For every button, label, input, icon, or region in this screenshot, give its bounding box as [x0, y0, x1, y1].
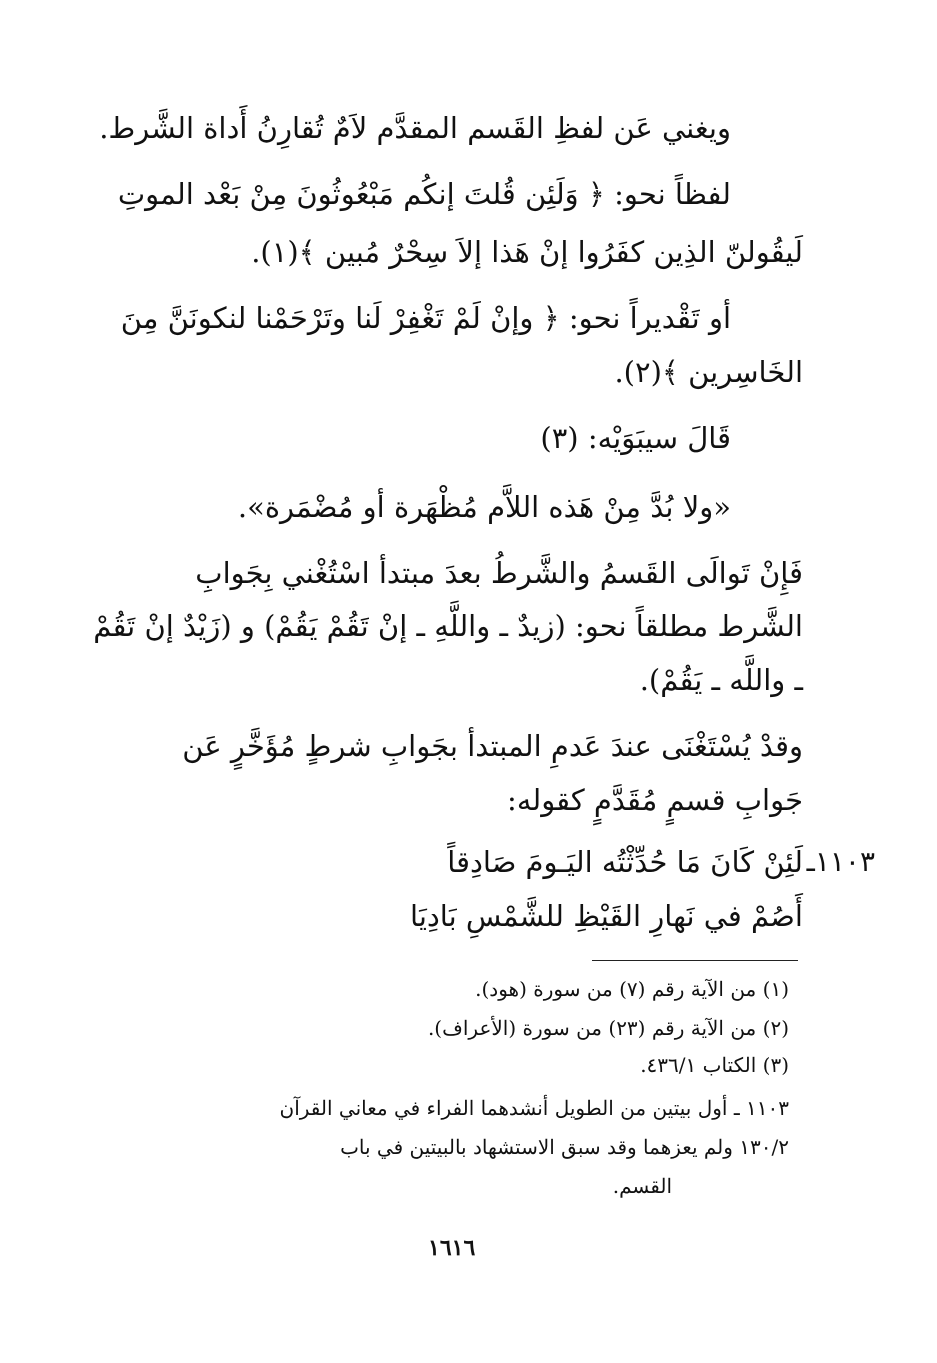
footnote-1: (١) من الآية رقم (٧) من سورة (هود). [475, 977, 789, 1001]
footnote-3: (٣) الكتاب ٤٣٦/١. [640, 1053, 789, 1077]
verse-first-hemistich: لَئِنْ كَانَ مَا حُدِّثْتُه اليَـومَ صَادِقاً [447, 845, 803, 879]
body-line-4: أو تَقْديراً نحو: ﴿ وإنْ لَمْ تَغْفِرْ لَنا وتَرْحَمْنا لنكونَنَّ مِنَ [120, 301, 731, 335]
footnote-verse-line-3: القسم. [612, 1174, 672, 1198]
body-line-9: الشَّرط مطلقاً نحو: (زيدٌ ـ واللَّهِ ـ إنْ تَقُمْ يَقُمْ) و (زَيْدٌ إنْ تَقُمْ [93, 609, 803, 643]
verse-number: ١١٠٣ـ [806, 845, 875, 878]
body-line-3: لَيقُولنّ الذِين كفَرُوا إنْ هَذا إلاَ سِحْرٌ مُبين ﴾(١). [251, 235, 803, 269]
footnote-verse-line-1: ١١٠٣ ـ أول بيتين من الطويل أنشدهما الفراء في معاني القرآن [279, 1096, 789, 1120]
body-line-2: لفظاً نحو: ﴿ وَلَئِن قُلتَ إنكُم مَبْعُوثُونَ مِنْ بَعْد الموتِ [117, 177, 731, 211]
verse-second-hemistich: أَصُمْ في نَهارِ القَيْظِ للشَّمْسِ بَادِيَا [409, 899, 803, 933]
body-line-1: ويغني عَن لفظِ القَسم المقدَّم لاَمٌ تُقارِنُ أَداة الشَّرط. [99, 111, 731, 145]
body-line-11: وقدْ يُسْتَغْنَى عندَ عَدمِ المبتدأ بجَوابِ شرطٍ مُؤَخَّرٍ عَن [182, 729, 803, 763]
footnote-separator [592, 960, 798, 961]
body-line-5: الخَاسِرين ﴾(٢). [614, 355, 803, 389]
page-number: ١٦١٦ [428, 1235, 476, 1261]
footnote-2: (٢) من الآية رقم (٢٣) من سورة (الأعراف). [427, 1016, 789, 1040]
body-line-10: ـ واللَّه ـ يَقُمْ). [639, 663, 803, 697]
body-line-12: جَوابِ قسمٍ مُقَدَّمٍ كقوله: [507, 783, 803, 817]
body-line-7: «ولا بُدَّ مِنْ هَذه اللاَّم مُظْهَرة أو مُضْمَرة». [237, 490, 731, 524]
body-line-8: فَإِنْ تَوالَى القَسمُ والشَّرطُ بعدَ مبتدأ اسْتُغْني بِجَوابِ [195, 556, 803, 590]
footnote-verse-line-2: ١٣٠/٢ ولم يعزهما وقد سبق الاستشهاد بالبيتين في باب [340, 1135, 789, 1159]
body-line-6: قَالَ سيبَوَيْه: (٣) [540, 421, 731, 455]
